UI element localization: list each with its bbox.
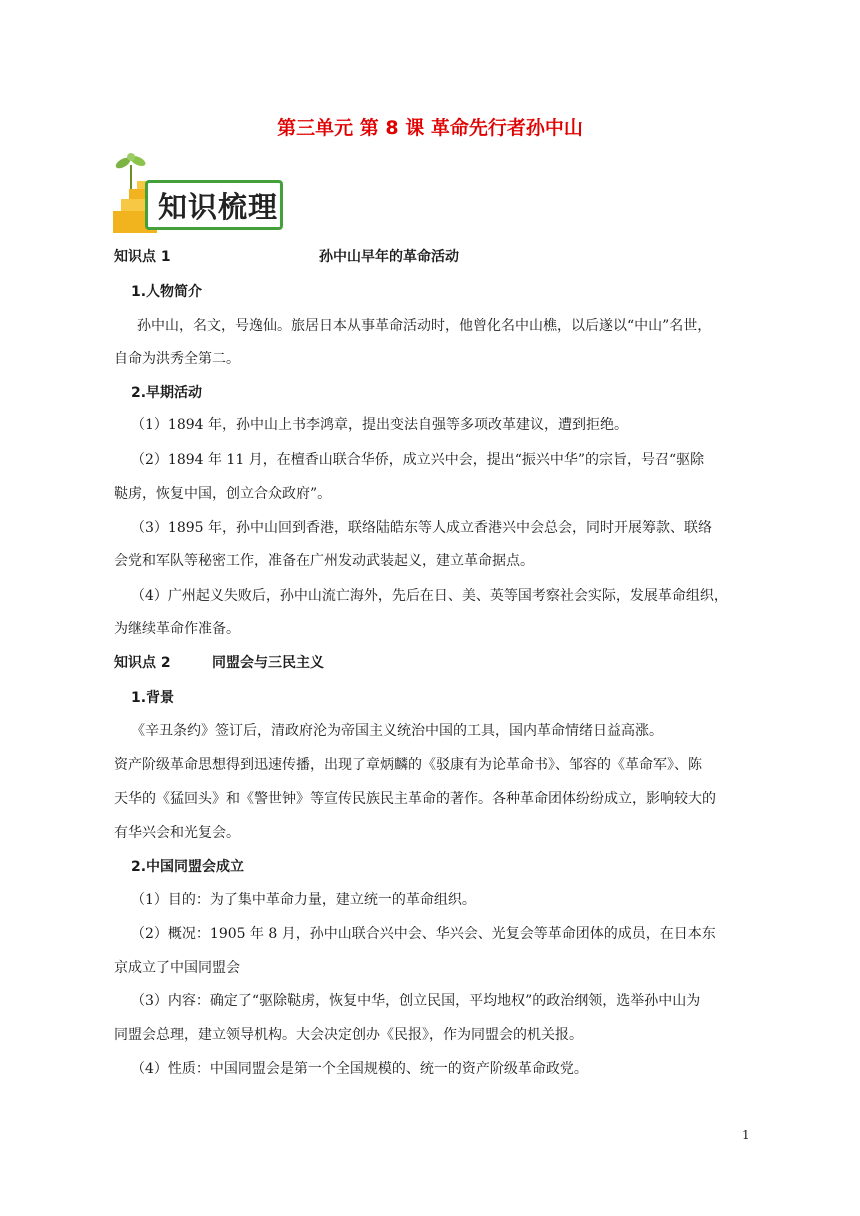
logo-text: 知识梳理 (158, 190, 279, 224)
paragraph-line: 鞑虏，恢复中国，创立合众政府”。 (114, 486, 332, 502)
paragraph-line: （3）1895 年，孙中山回到香港，联络陆皓东等人成立香港兴中会总会，同时开展筹款、联络 (131, 520, 712, 536)
knowledge-point-2-title: 同盟会与三民主义 (212, 655, 324, 671)
paragraph-line: 有华兴会和光复会。 (114, 825, 240, 841)
knowledge-summary-logo (107, 153, 283, 235)
paragraph-line: （4）广州起义失败后，孙中山流亡海外，先后在日、美、英等国考察社会实际，发展革命组织， (131, 588, 728, 604)
paragraph-line: 会党和军队等秘密工作，准备在广州发动武装起义，建立革命据点。 (114, 553, 534, 569)
paragraph-line: （1）目的：为了集中革命力量，建立统一的革命组织。 (131, 892, 476, 908)
paragraph-line: 资产阶级革命思想得到迅速传播，出现了章炳麟的《驳康有为论革命书》、邹容的《革命军》、陈 (114, 757, 702, 773)
paragraph-line: （4）性质：中国同盟会是第一个全国规模的、统一的资产阶级革命政党。 (131, 1061, 588, 1077)
paragraph-line: 京成立了中国同盟会 (114, 960, 240, 976)
subheading-biography: 1.人物简介 (131, 284, 203, 300)
subheading-tongmenghui: 2.中国同盟会成立 (131, 859, 245, 875)
paragraph-line: 自命为洪秀全第二。 (114, 351, 240, 367)
page-number: 1 (742, 1128, 750, 1142)
paragraph-line: （1）1894 年，孙中山上书李鸿章，提出变法自强等多项改革建议，遭到拒绝。 (131, 417, 628, 433)
paragraph-line: 孙中山，名文，号逸仙。旅居日本从事革命活动时，他曾化名中山樵，以后遂以“中山”名世， (137, 318, 712, 334)
knowledge-point-1-heading (114, 247, 754, 267)
knowledge-point-1-title: 孙中山早年的革命活动 (319, 249, 459, 265)
knowledge-point-1-label: 知识点 1 (114, 249, 171, 265)
paragraph-line: 为继续革命作准备。 (114, 621, 240, 637)
paragraph-line: （2）概况：1905 年 8 月，孙中山联合兴中会、华兴会、光复会等革命团体的成员，在日本东 (131, 926, 716, 942)
paragraph-line: 《辛丑条约》签订后，清政府沦为帝国主义统治中国的工具，国内革命情绪日益高涨。 (131, 723, 663, 739)
subheading-early-activities: 2.早期活动 (131, 385, 203, 401)
knowledge-point-2-heading (114, 653, 754, 673)
paragraph-line: 天华的《猛回头》和《警世钟》等宣传民族民主革命的著作。各种革命团体纷纷成立，影响较大的 (114, 791, 716, 807)
subheading-background: 1.背景 (131, 690, 175, 706)
paragraph-line: （3）内容：确定了“驱除鞑虏，恢复中华，创立民国，平均地权”的政治纲领，选举孙中山为 (131, 993, 701, 1009)
knowledge-point-2-label: 知识点 2 (114, 655, 171, 671)
page-title: 第三单元 第 8 课 革命先行者孙中山 (277, 117, 583, 139)
paragraph-line: （2）1894 年 11 月，在檀香山联合华侨，成立兴中会，提出“振兴中华”的宗旨，号召“驱除 (131, 452, 705, 468)
paragraph-line: 同盟会总理，建立领导机构。大会决定创办《民报》，作为同盟会的机关报。 (114, 1027, 583, 1043)
logo-frame (145, 180, 283, 230)
